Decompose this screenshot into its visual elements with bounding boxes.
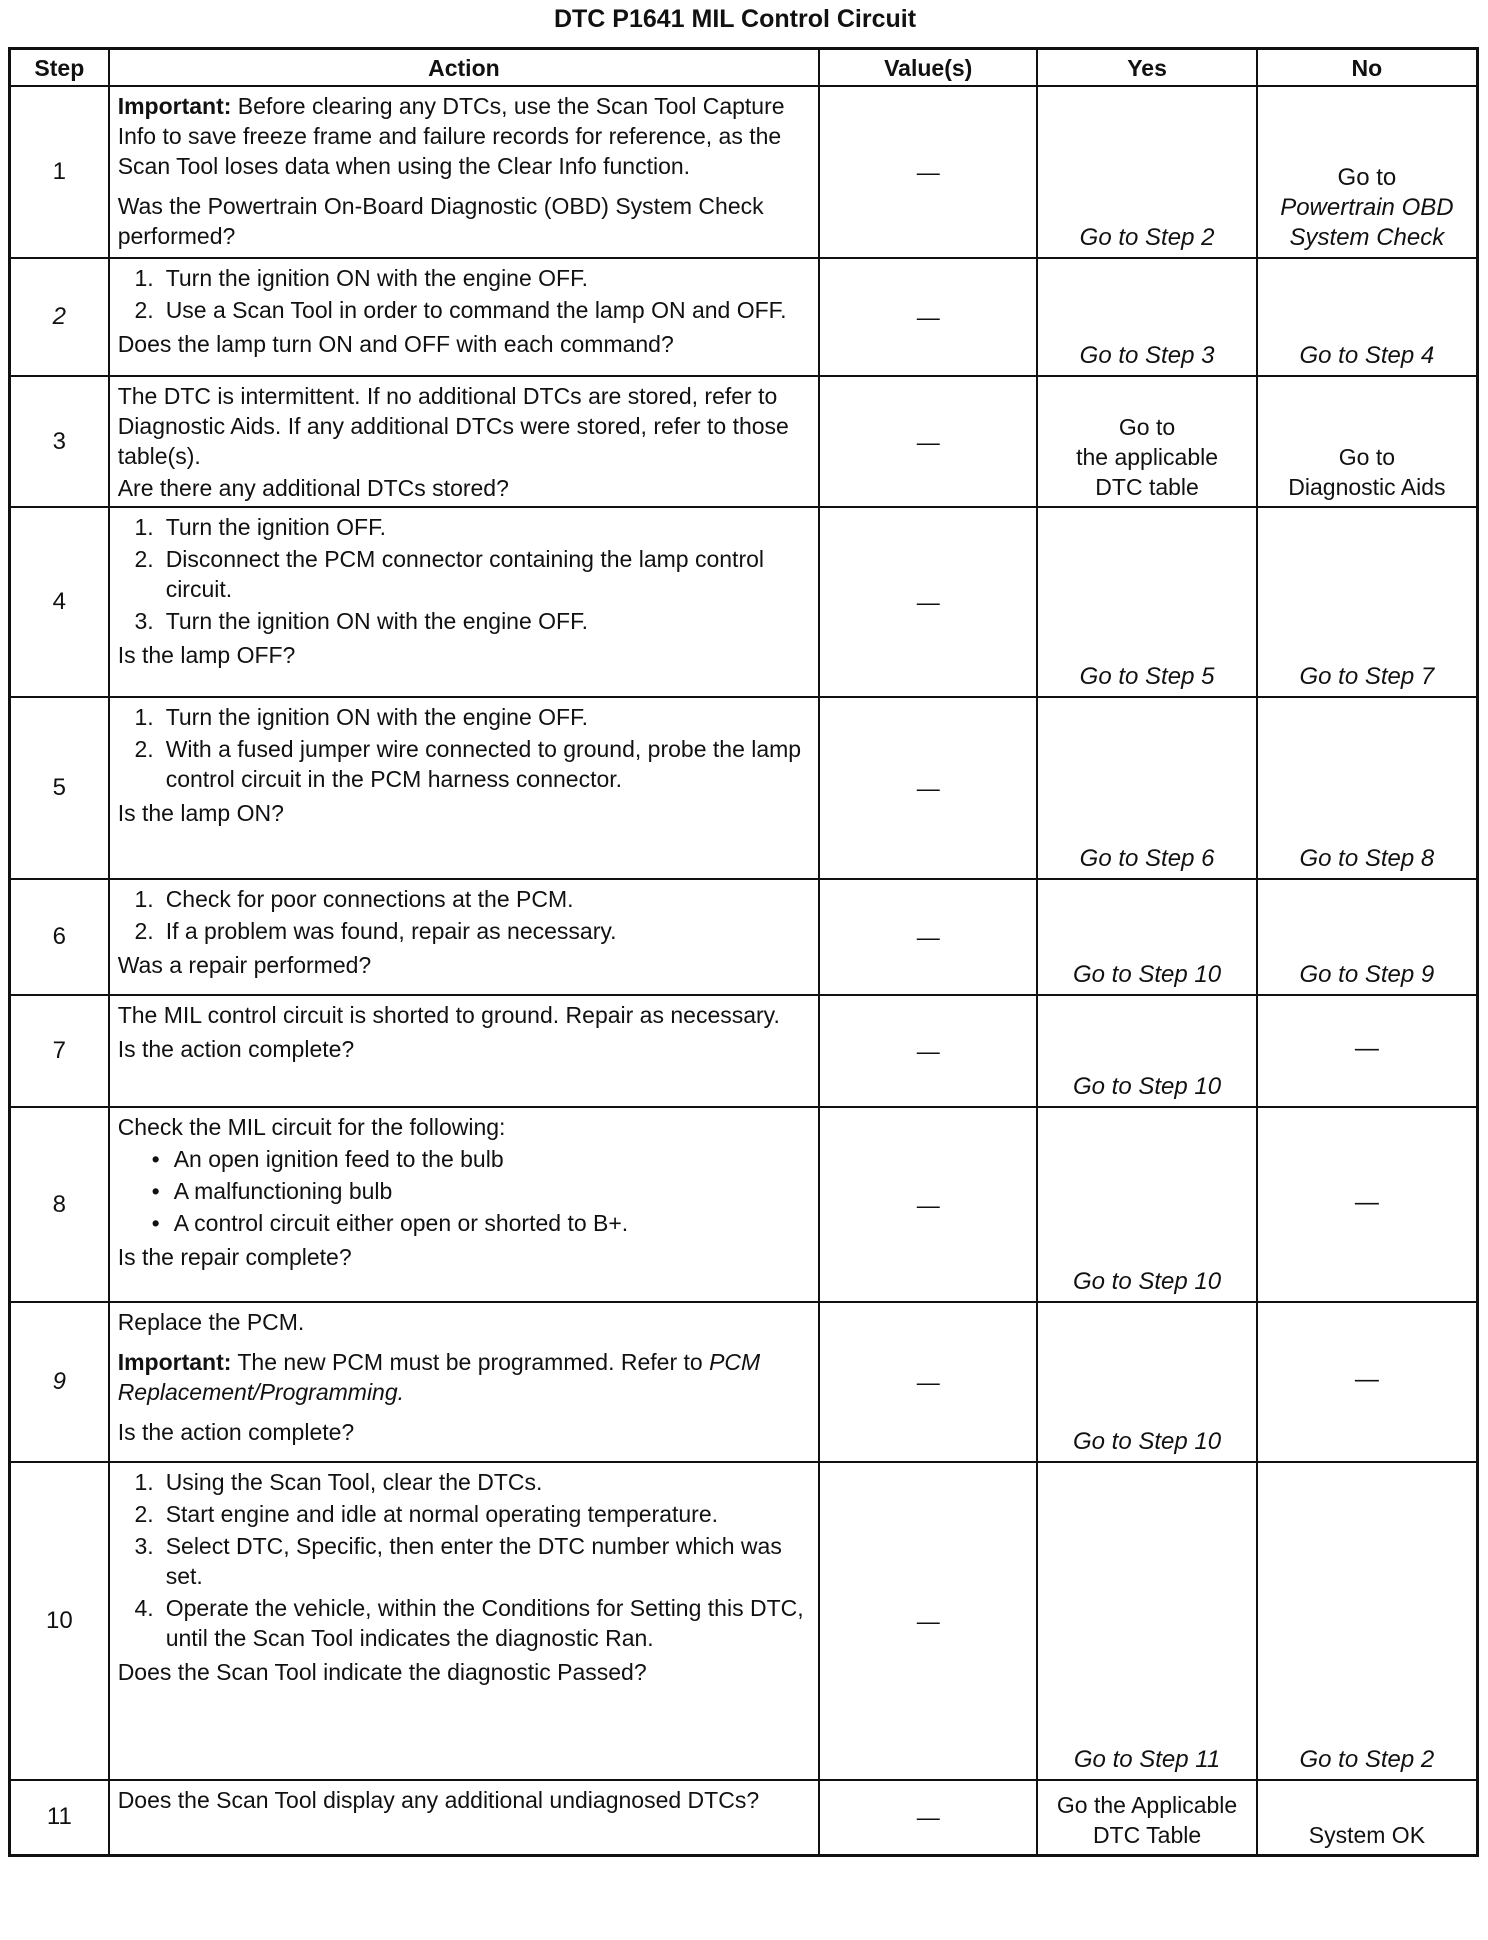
value-dash: — xyxy=(916,1038,940,1064)
question-text: Is the lamp OFF? xyxy=(117,642,296,668)
yes-cell: Go to Step 11 xyxy=(1037,1462,1256,1780)
yes-cell: Go the Applicable DTC Table xyxy=(1037,1780,1256,1855)
table-row xyxy=(10,1302,1478,1462)
question-text: Does the Scan Tool display any additional undiagnosed DTCs? xyxy=(117,1787,760,1813)
value-dash: — xyxy=(916,159,940,185)
important-note: Important: The new PCM must be programmed. Refer to PCM Replacement/Programming. xyxy=(117,1349,761,1405)
step-number: 2 xyxy=(10,258,109,376)
value-cell xyxy=(819,879,1037,995)
yes-cell: Go to Step 5 xyxy=(1037,507,1256,697)
action-cell xyxy=(109,258,819,376)
list-item: 2. Use a Scan Tool in order to command the lamp ON and OFF. xyxy=(134,297,787,323)
page-title: DTC P1641 MIL Control Circuit xyxy=(553,5,917,33)
step-number: 9 xyxy=(10,1302,109,1462)
yes-cell: Go to the applicable DTC table xyxy=(1037,376,1256,507)
list-item: 2. Disconnect the PCM connector containing the lamp control circuit. xyxy=(134,546,765,602)
list-item: 4. Operate the vehicle, within the Conditions for Setting this DTC, until the Scan Tool indicates the diagnostic Ran. xyxy=(134,1595,804,1651)
step-number: 5 xyxy=(10,697,109,879)
list-item: 1. Using the Scan Tool, clear the DTCs. xyxy=(134,1469,543,1495)
value-cell xyxy=(819,995,1037,1107)
action-cell xyxy=(109,507,819,697)
list-item: 1. Turn the ignition OFF. xyxy=(134,514,386,540)
action-text: The MIL control circuit is shorted to ground. Repair as necessary. xyxy=(117,1002,780,1028)
step-number: 8 xyxy=(10,1107,109,1302)
table-row xyxy=(10,995,1478,1107)
list-item: 1. Check for poor connections at the PCM. xyxy=(134,886,574,912)
yes-cell: Go to Step 2 xyxy=(1037,86,1256,258)
no-cell: — xyxy=(1257,1302,1478,1462)
no-cell: Go to Step 8 xyxy=(1257,697,1478,879)
value-dash: — xyxy=(916,775,940,801)
list-item: • A control circuit either open or shorted to B+. xyxy=(151,1210,629,1236)
value-cell xyxy=(819,507,1037,697)
value-dash: — xyxy=(916,1804,940,1831)
value-dash: — xyxy=(916,589,940,615)
table-row xyxy=(10,879,1478,995)
important-note xyxy=(118,91,812,181)
no-cell: Go to Step 7 xyxy=(1257,507,1478,697)
question-text: Are there any additional DTCs stored? xyxy=(117,475,509,501)
question-text: Is the action complete? xyxy=(117,1419,355,1445)
no-cell: System OK xyxy=(1257,1780,1478,1855)
step-number: 3 xyxy=(10,376,109,507)
no-line1: Go to xyxy=(1337,164,1397,191)
no-line2: Powertrain OBD System Check xyxy=(1280,194,1454,251)
action-text: Replace the PCM. xyxy=(117,1309,305,1335)
value-cell xyxy=(819,258,1037,376)
value-dash: — xyxy=(916,924,940,950)
action-cell xyxy=(109,995,819,1107)
step-number: 10 xyxy=(10,1462,109,1780)
diagnostic-table xyxy=(8,47,1479,1857)
yes-cell: Go to Step 10 xyxy=(1037,879,1256,995)
action-text: The DTC is intermittent. If no additional DTCs are stored, refer to Diagnostic Aids. If any additional DTCs were stored, refer to those table(s). xyxy=(117,383,789,469)
no-cell: — xyxy=(1257,1107,1478,1302)
header-step: Step xyxy=(10,49,109,87)
question-text: Is the repair complete? xyxy=(117,1244,352,1270)
yes-cell: Go to Step 3 xyxy=(1037,258,1256,376)
question-text: Is the lamp ON? xyxy=(117,800,284,826)
question-text: Does the lamp turn ON and OFF with each command? xyxy=(117,331,674,357)
table-row xyxy=(10,86,1478,258)
step-number: 6 xyxy=(10,879,109,995)
action-cell xyxy=(109,1462,819,1780)
important-label: Important: xyxy=(117,93,232,119)
value-cell xyxy=(819,1107,1037,1302)
yes-cell: Go to Step 10 xyxy=(1037,995,1256,1107)
action-cell xyxy=(109,1780,819,1855)
value-cell xyxy=(819,376,1037,507)
no-cell: Go to Diagnostic Aids xyxy=(1257,376,1478,507)
action-text: Check the MIL circuit for the following: xyxy=(117,1114,506,1140)
table-row xyxy=(10,258,1478,376)
action-cell xyxy=(109,1107,819,1302)
list-item: 3. Turn the ignition ON with the engine OFF. xyxy=(134,608,588,634)
no-cell xyxy=(1257,86,1478,258)
header-action: Action xyxy=(109,49,819,87)
action-cell xyxy=(109,1302,819,1462)
list-item: 2. Start engine and idle at normal operating temperature. xyxy=(134,1501,719,1527)
yes-cell: Go to Step 10 xyxy=(1037,1107,1256,1302)
table-header-row xyxy=(10,49,1478,87)
list-item: 1. Turn the ignition ON with the engine OFF. xyxy=(134,704,588,730)
value-dash: — xyxy=(916,1608,940,1634)
list-item: 2. If a problem was found, repair as necessary. xyxy=(134,918,617,944)
no-cell: Go to Step 9 xyxy=(1257,879,1478,995)
value-dash: — xyxy=(916,304,940,330)
no-cell: — xyxy=(1257,995,1478,1107)
table-row xyxy=(10,376,1478,507)
step-number: 1 xyxy=(10,86,109,258)
important-text: Before clearing any DTCs, use the Scan Tool Capture Info to save freeze frame and failure records for reference, as the Scan Tool loses data when using the Clear Info function. xyxy=(117,93,785,179)
step-number: 7 xyxy=(10,995,109,1107)
header-yes: Yes xyxy=(1037,49,1256,87)
value-cell xyxy=(819,1780,1037,1855)
table-row xyxy=(10,1780,1478,1855)
question-text: Was a repair performed? xyxy=(117,952,372,978)
no-cell: Go to Step 2 xyxy=(1257,1462,1478,1780)
value-dash: — xyxy=(916,428,940,455)
list-item: • A malfunctioning bulb xyxy=(151,1178,393,1204)
value-cell xyxy=(819,697,1037,879)
list-item: 2. With a fused jumper wire connected to ground, probe the lamp control circuit in the PCM harness connector. xyxy=(134,736,802,792)
value-cell xyxy=(819,1462,1037,1780)
yes-cell: Go to Step 6 xyxy=(1037,697,1256,879)
step-number: 4 xyxy=(10,507,109,697)
step-number: 11 xyxy=(10,1780,109,1855)
value-dash: — xyxy=(916,1369,940,1395)
value-cell xyxy=(819,86,1037,258)
list-item: • An open ignition feed to the bulb xyxy=(151,1146,504,1172)
no-cell: Go to Step 4 xyxy=(1257,258,1478,376)
action-cell xyxy=(109,879,819,995)
table-row xyxy=(10,1462,1478,1780)
question-text: Was the Powertrain On-Board Diagnostic (OBD) System Check performed? xyxy=(117,193,764,249)
yes-cell: Go to Step 10 xyxy=(1037,1302,1256,1462)
action-cell xyxy=(109,86,819,258)
question-text: Is the action complete? xyxy=(117,1036,355,1062)
header-no: No xyxy=(1257,49,1478,87)
table-row xyxy=(10,697,1478,879)
table-row xyxy=(10,1107,1478,1302)
list-item: 3. Select DTC, Specific, then enter the DTC number which was set. xyxy=(134,1533,782,1589)
list-item: 1. Turn the ignition ON with the engine OFF. xyxy=(134,265,588,291)
table-row xyxy=(10,507,1478,697)
value-dash: — xyxy=(916,1191,940,1218)
action-cell xyxy=(109,697,819,879)
question-text: Does the Scan Tool indicate the diagnostic Passed? xyxy=(117,1659,647,1685)
header-values: Value(s) xyxy=(819,49,1037,87)
value-cell xyxy=(819,1302,1037,1462)
action-cell xyxy=(109,376,819,507)
